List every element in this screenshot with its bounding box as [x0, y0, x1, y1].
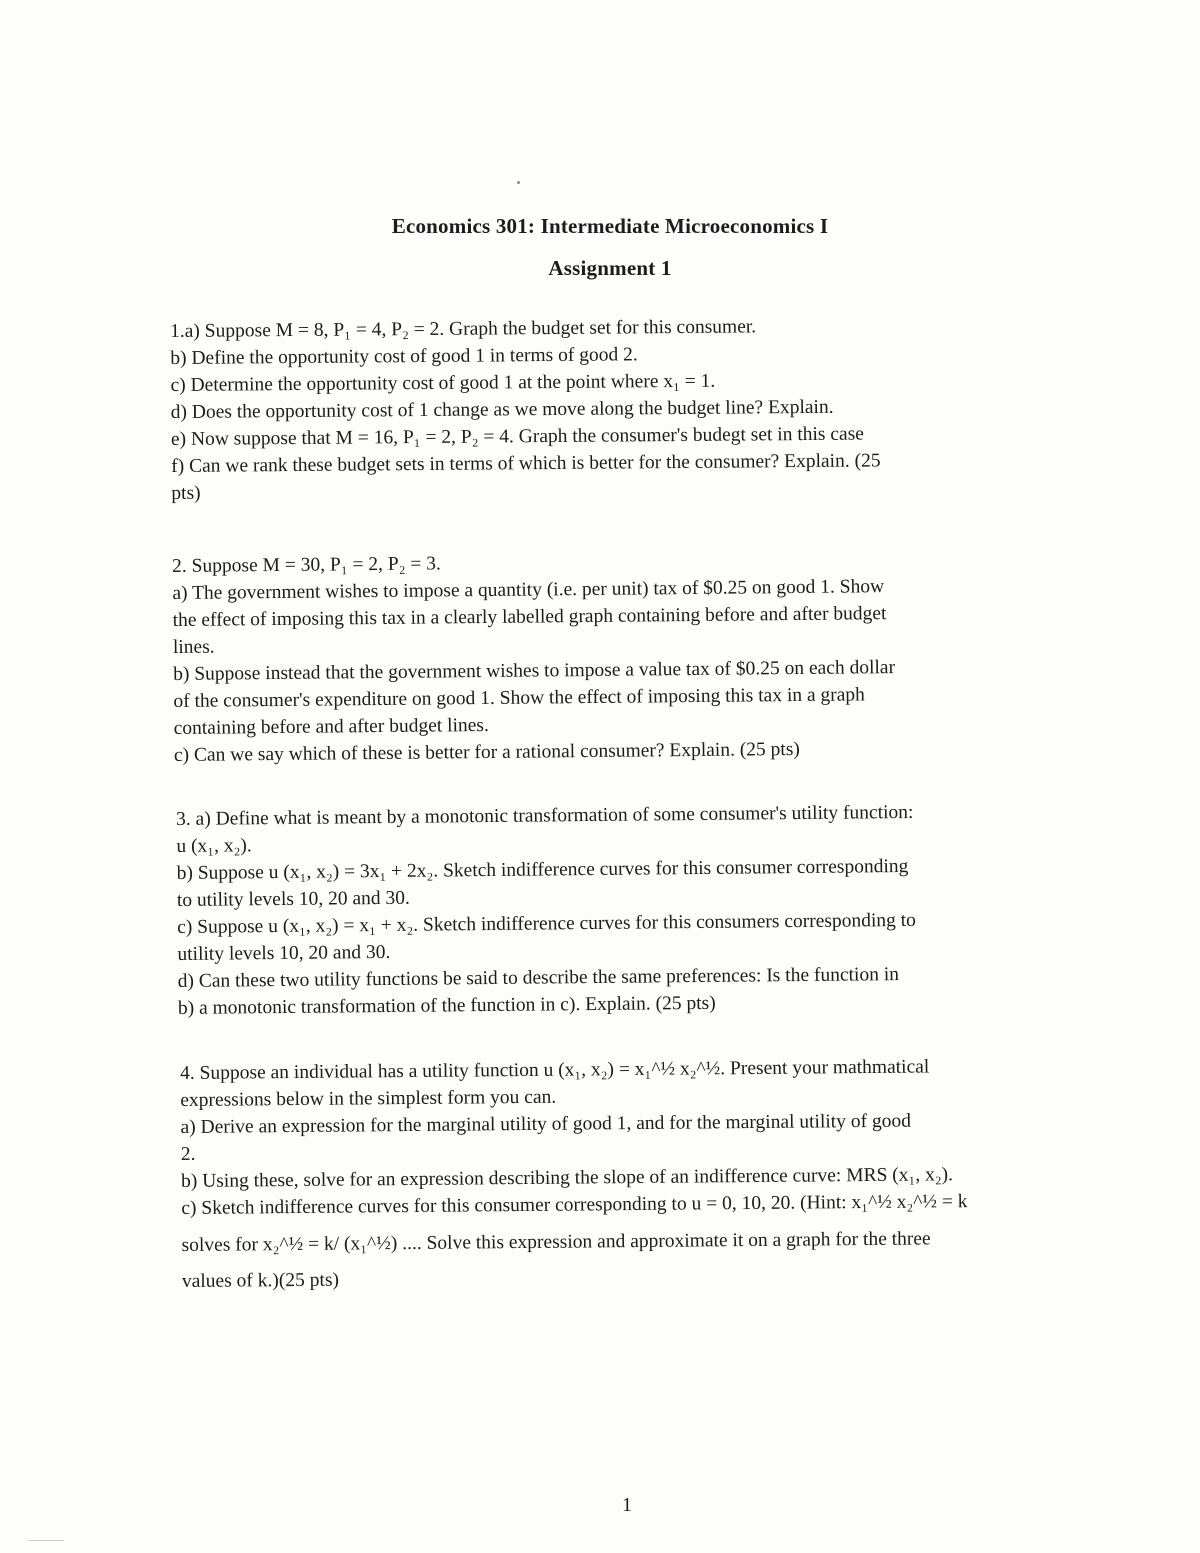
question-line: 2. Suppose M = 30, P₁ = 2, P₂ = 3.	[172, 553, 441, 577]
question-line: e) Now suppose that M = 16, P₁ = 2, P₂ = 4. Graph the consumer's budegt set in this case	[170, 423, 864, 450]
question-2	[172, 545, 1059, 769]
question-line: 3. a) Define what is meant by a monotonic transformation of some consumer's utility function:	[176, 801, 914, 830]
question-line: pts)	[171, 482, 201, 504]
question-1	[170, 311, 1056, 507]
question-line: 2.	[180, 1143, 196, 1165]
scan-artifact-line	[28, 1540, 64, 1541]
question-line: 1.a) Suppose M = 8, P₁ = 4, P₂ = 2. Graph the budget set for this consumer.	[170, 316, 757, 342]
question-line: lines.	[172, 636, 215, 658]
question-line: values of k.)(25 pts)	[181, 1269, 340, 1292]
question-4	[180, 1052, 1067, 1295]
question-line: c) Can we say which of these is better for a rational consumer? Explain. (25 pts)	[173, 738, 800, 766]
question-line: of the consumer's expenditure on good 1. Show the effect of imposing this tax in a graph	[173, 684, 865, 712]
question-line: the effect of imposing this tax in a clearly labelled graph containing before and after budget	[172, 603, 887, 631]
question-3	[176, 798, 1063, 1022]
question-line: u (x₁, x₂).	[176, 835, 252, 857]
question-line: to utility levels 10, 20 and 30.	[176, 887, 410, 911]
scan-speck	[517, 181, 520, 184]
question-line: d) Does the opportunity cost of 1 change as we move along the budget line? Explain.	[170, 396, 834, 423]
question-line: b) a monotonic transformation of the function in c). Explain. (25 pts)	[177, 992, 716, 1019]
question-line: utility levels 10, 20 and 30.	[177, 941, 391, 965]
question-line: a) Derive an expression for the marginal utility of good 1, and for the marginal utility of good	[180, 1110, 912, 1138]
page-number: 1	[622, 1494, 632, 1516]
question-line: c) Sketch indifference curves for this consumer corresponding to u = 0, 10, 20. (Hint: x₁^½ x₂^½ = k	[181, 1191, 968, 1219]
question-line: containing before and after budget lines.	[173, 714, 489, 739]
question-line: 4. Suppose an individual has a utility function u (x₁, x₂) = x₁^½ x₂^½. Present your mathmatical	[180, 1056, 930, 1084]
question-line: b) Suppose instead that the government wishes to impose a value tax of $0.25 on each dollar	[173, 657, 896, 685]
question-line: d) Can these two utility functions be said to describe the same preferences: Is the function in	[177, 964, 900, 992]
question-line: c) Suppose u (x₁, x₂) = x₁ + x₂. Sketch indifference curves for this consumers corresponding to	[177, 909, 916, 938]
question-line: f) Can we rank these budget sets in terms of which is better for the consumer? Explain. (25	[171, 450, 881, 477]
question-line: a) The government wishes to impose a quantity (i.e. per unit) tax of $0.25 on good 1. Show	[172, 576, 885, 604]
question-line: c) Determine the opportunity cost of good 1 at the point where x₁ = 1.	[170, 370, 716, 396]
question-line: b) Suppose u (x₁, x₂) = 3x₁ + 2x₂. Sketch indifference curves for this consumer corresponding	[176, 855, 909, 884]
question-line: expressions below in the simplest form you can.	[180, 1086, 557, 1111]
question-line: b) Define the opportunity cost of good 1 in terms of good 2.	[170, 344, 638, 369]
question-line: b) Using these, solve for an expression describing the slope of an indifference curve: MRS (x₁, x₂).	[180, 1164, 954, 1192]
question-line: solves for x₂^½ = k/ (x₁^½) .... Solve this expression and approximate it on a graph for the three	[181, 1228, 931, 1256]
course-title: Economics 301: Intermediate Microeconomics I	[391, 214, 829, 238]
assignment-title: Assignment 1	[548, 256, 672, 280]
